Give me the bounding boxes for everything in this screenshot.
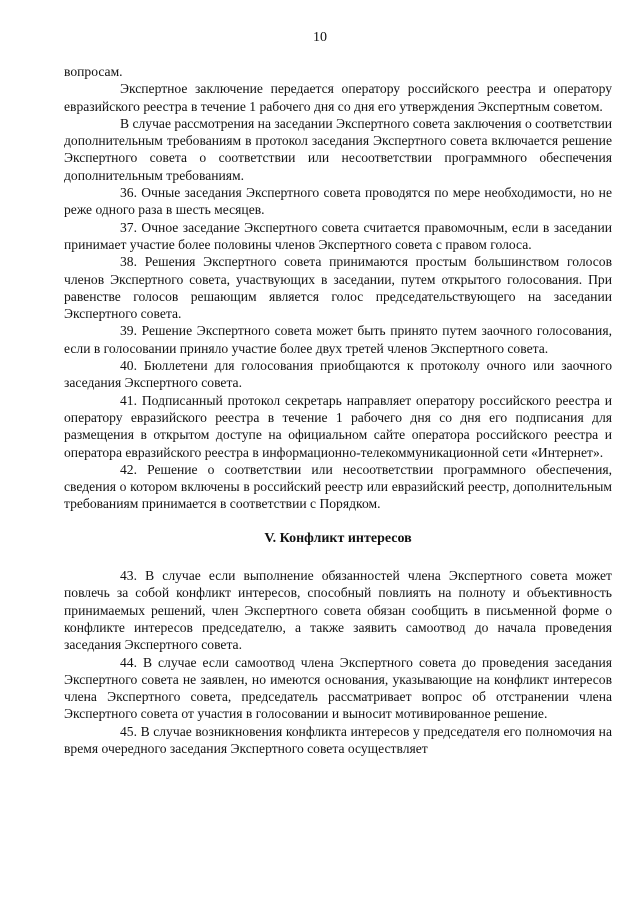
paragraph: Экспертное заключение передается оператору российского реестра и оператору евразийского реестра в течение 1 рабочего дня со дня его утверждения Экспертным советом. — [64, 81, 612, 114]
paragraph-37: 37. Очное заседание Экспертного совета считается правомочным, если в заседании принимает участие более половины членов Экспертного совета с правом голоса. — [64, 219, 612, 252]
paragraph-41: 41. Подписанный протокол секретарь направляет оператору российского реестра и оператору евразийского реестра в течение 1 рабочего дня со дня его подписания для размещения в открытом доступе на официальном сайте оператора российского реестра и оператора евразийского реестра в информационно-телекоммуникационной сети «Интернет». — [64, 392, 612, 460]
paragraph-36: 36. Очные заседания Экспертного совета проводятся по мере необходимости, но не реже одного раза в шесть месяцев. — [64, 185, 612, 218]
paragraph-38: 38. Решения Экспертного совета принимаются простым большинством голосов членов Экспертного совета, участвующих в заседании, путем открытого голосования. При равенстве голосов решающим является голос председательствующего на заседании Экспертного совета. — [64, 254, 612, 322]
paragraph-44: 44. В случае если самоотвод члена Экспертного совета до проведения заседания Экспертного совета не заявлен, но имеются основания, указывающие на конфликт интересов члена Экспертного совета, председатель рассматривает вопрос об отстранении члена Экспертного совета от участия в голосовании и выносит мотивированное решение. — [64, 654, 612, 722]
paragraph-43: 43. В случае если выполнение обязанностей члена Экспертного совета может повлечь за собой конфликт интересов, способный повлиять на полноту и объективность принимаемых решений, член Экспертного совета обязан сообщить в письменной форме о конфликте интересов председателю, а также заявить самоотвод до начала проведения заседания Экспертного совета. — [64, 568, 612, 653]
document-body — [64, 63, 612, 757]
paragraph-40: 40. Бюллетени для голосования приобщаются к протоколу очного или заочного заседания Экспертного совета. — [64, 358, 612, 391]
section-heading: V. Конфликт интересов — [264, 530, 412, 546]
page-number: 10 — [313, 30, 327, 45]
paragraph-continuation: вопросам. — [64, 64, 123, 79]
paragraph-45: 45. В случае возникновения конфликта интересов у председателя его полномочия на время очередного заседания Экспертного совета осуществляет — [64, 723, 612, 756]
paragraph-42: 42. Решение о соответствии или несоответствии программного обеспечения, сведения о котором включены в российский реестр или евразийский реестр, дополнительным требованиям принимается в соответствии с Порядком. — [64, 461, 612, 512]
paragraph-39: 39. Решение Экспертного совета может быть принято путем заочного голосования, если в голосовании приняло участие более двух третей членов Экспертного совета. — [64, 323, 612, 356]
paragraph: В случае рассмотрения на заседании Экспертного совета заключения о соответствии дополнительным требованиям в протокол заседания Экспертного совета включается решение Экспертного совета о соответствии или несоответствии программного обеспечения дополнительным требованиям. — [64, 115, 612, 183]
